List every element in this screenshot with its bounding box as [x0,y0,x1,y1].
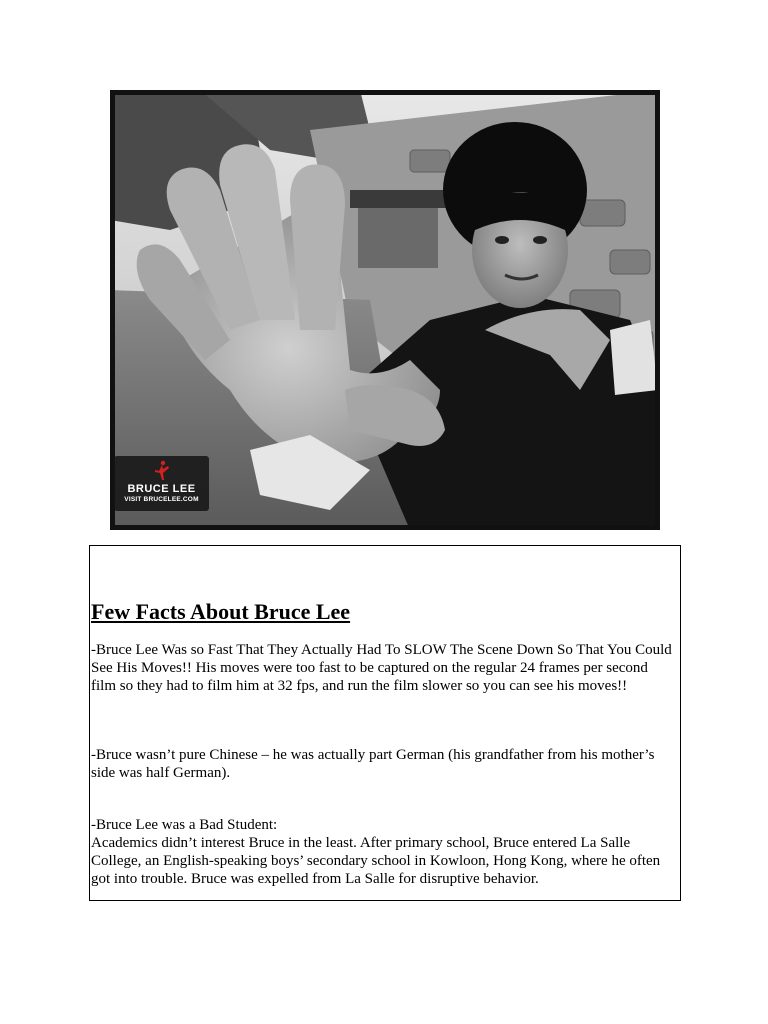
fact-student-body: Academics didn’t interest Bruce in the least. After primary school, Bruce entered La Salle College, an English-speaking boys’ secondary school in Kowloon, Hong Kong, where he often got into trouble. Bruce was expelled from La Salle for disruptive behavior. [91,835,661,887]
fact-paragraph-speed: -Bruce Lee Was so Fast That They Actually Had To SLOW The Scene Down So That You Could See His Moves!! His moves were too fast to be captured on the regular 24 frames per second film so they had to film him at 32 fps, and run the film slower so you can see his moves!! [91,642,672,694]
facts-box [89,545,681,901]
fact-student-heading: -Bruce Lee was a Bad Student: [91,817,278,833]
logo-site: VISIT BRUCELEE.COM [124,496,199,503]
bruce-lee-logo [114,456,209,511]
fact-paragraph-student [91,816,676,888]
facts-title: Few Facts About Bruce Lee [91,599,351,624]
kicking-figure-icon [154,460,170,480]
logo-name: BRUCE LEE [127,483,196,495]
fact-paragraph-heritage: -Bruce wasn’t pure Chinese – he was actually part German (his grandfather from his mother’s side was half German). [91,747,655,781]
